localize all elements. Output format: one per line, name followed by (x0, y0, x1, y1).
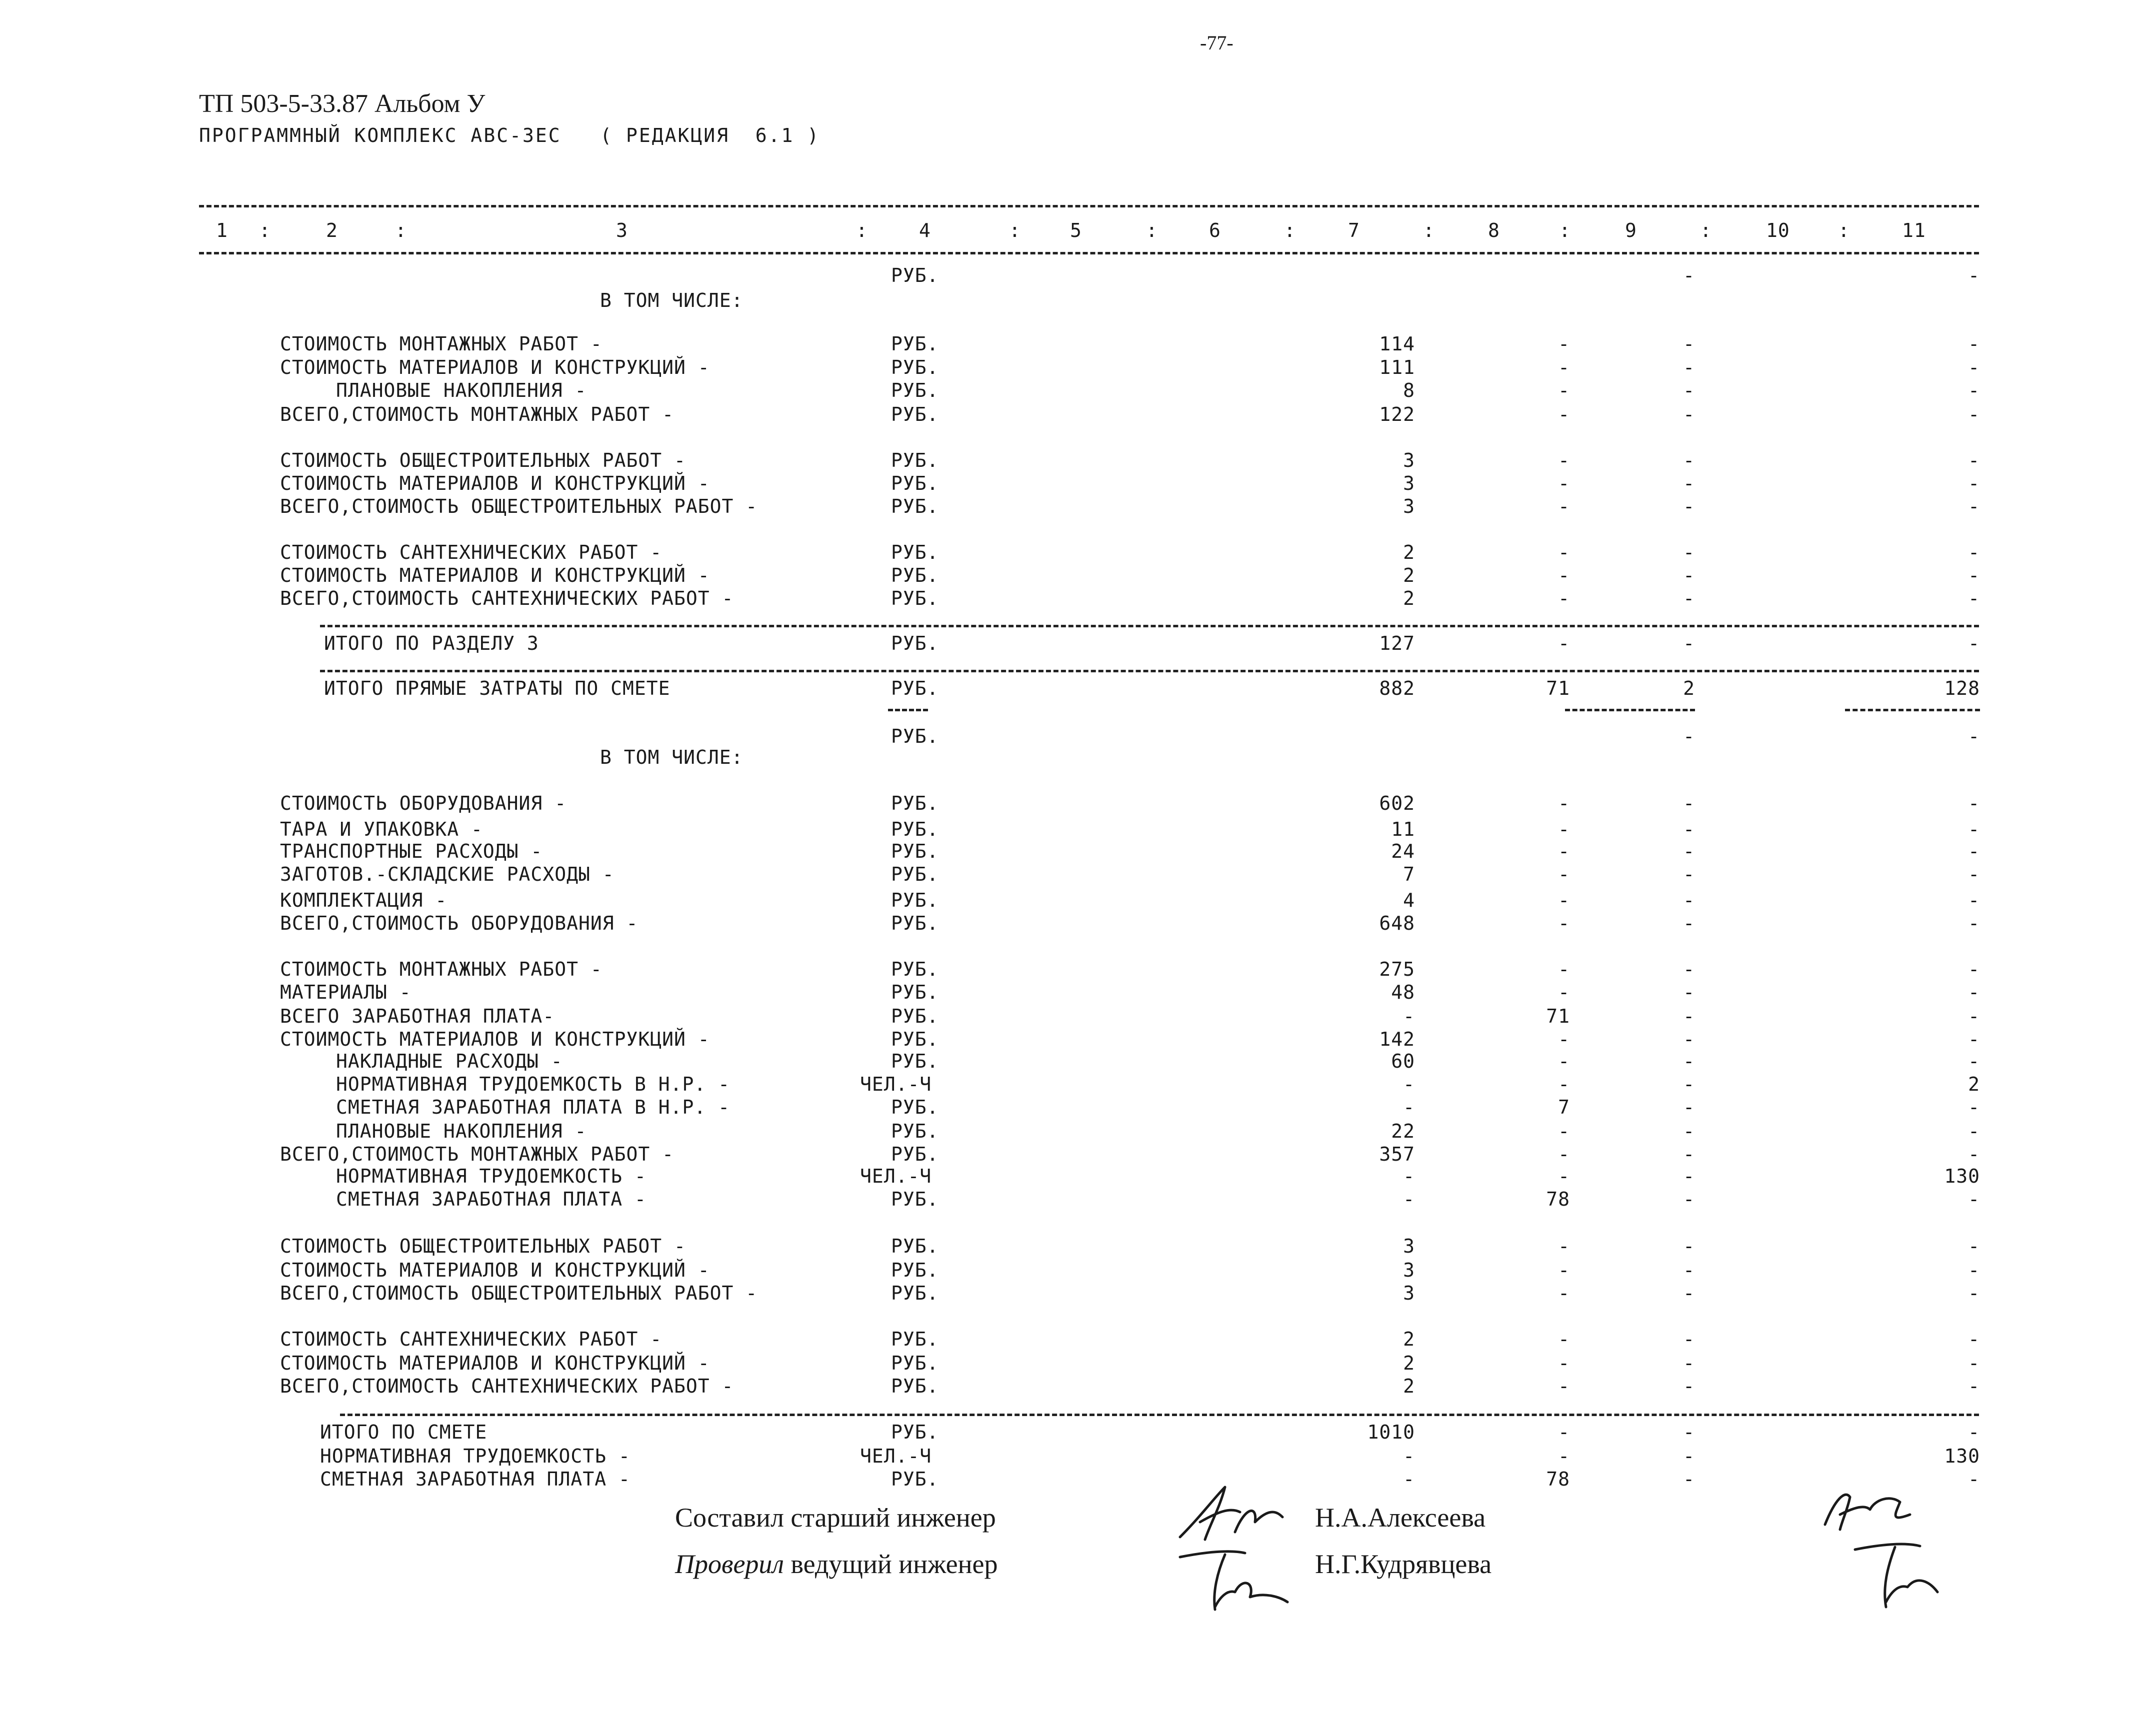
cell-col11: - (1968, 981, 1980, 1003)
cell-col8: - (1558, 912, 1570, 934)
row-label: СТОИМОСТЬ ОБЩЕСТРОИТЕЛЬНЫХ РАБОТ - (280, 449, 686, 471)
cell-col11: - (1968, 1352, 1980, 1374)
cell-col8: - (1558, 1328, 1570, 1350)
cell-col8: - (1558, 958, 1570, 980)
cell-col9: - (1683, 632, 1695, 654)
cell-col8: 71 (1546, 677, 1570, 699)
row-label: НОРМАТИВНАЯ ТРУДОЕМКОСТЬ - (320, 1445, 630, 1467)
cell-col8: - (1558, 356, 1570, 378)
column-header: 5 (1070, 219, 1082, 241)
row-label: НОРМАТИВНАЯ ТРУДОЕМКОСТЬ - (336, 1165, 646, 1187)
row-label: ИТОГО ПО СМЕТЕ (320, 1421, 488, 1443)
cell-col11: - (1968, 564, 1980, 586)
cell-col9: - (1683, 1096, 1695, 1118)
cell-col11: - (1968, 1375, 1980, 1397)
row-unit: РУБ. (891, 840, 939, 862)
underline-rule (1565, 709, 1695, 711)
cell-col9: - (1683, 264, 1695, 286)
column-header: 8 (1488, 219, 1500, 241)
row-label: В ТОМ ЧИСЛЕ: (600, 746, 744, 768)
cell-col11: - (1968, 264, 1980, 286)
row-label: ТАРА И УПАКОВКА - (280, 818, 483, 840)
cell-col8: - (1558, 632, 1570, 654)
cell-col7: 2 (1403, 564, 1415, 586)
cell-col8: - (1558, 587, 1570, 609)
cell-col9: - (1683, 449, 1695, 471)
cell-col7: 3 (1403, 449, 1415, 471)
cell-col8: - (1558, 1165, 1570, 1187)
cell-col8: 71 (1546, 1005, 1570, 1027)
cell-col7: - (1403, 1445, 1415, 1467)
section-rule (340, 1414, 1979, 1416)
row-unit: РУБ. (891, 449, 939, 471)
cell-col11: 128 (1944, 677, 1980, 699)
row-unit: РУБ. (891, 1235, 939, 1257)
cell-col11: - (1968, 1028, 1980, 1050)
cell-col8: - (1558, 1282, 1570, 1304)
cell-col8: - (1558, 564, 1570, 586)
cell-col9: - (1683, 1328, 1695, 1350)
cell-col11: - (1968, 379, 1980, 401)
cell-col11: 130 (1944, 1445, 1980, 1467)
column-separator: : (1146, 219, 1158, 241)
row-unit: РУБ. (891, 677, 939, 699)
cell-col8: - (1558, 1235, 1570, 1257)
cell-col11: - (1968, 1143, 1980, 1165)
row-unit: РУБ. (891, 379, 939, 401)
cell-col7: 48 (1391, 981, 1415, 1003)
row-unit: РУБ. (891, 1259, 939, 1281)
checked-signature-mark (1170, 1542, 1295, 1617)
cell-col9: - (1683, 1352, 1695, 1374)
cell-col8: - (1558, 1073, 1570, 1095)
column-header: 10 (1766, 219, 1790, 241)
row-label: СТОИМОСТЬ МАТЕРИАЛОВ И КОНСТРУКЦИЙ - (280, 1352, 710, 1374)
cell-col7: 122 (1379, 403, 1415, 425)
cell-col8: - (1558, 541, 1570, 563)
cell-col11: - (1968, 889, 1980, 911)
row-unit: РУБ. (891, 792, 939, 814)
row-label: ИТОГО ПРЯМЫЕ ЗАТРАТЫ ПО СМЕТЕ (324, 677, 670, 699)
cell-col11: - (1968, 403, 1980, 425)
cell-col9: - (1683, 1468, 1695, 1490)
cell-col9: - (1683, 1050, 1695, 1072)
compiled-initials-mark (1820, 1480, 1915, 1540)
row-label: ИТОГО ПО РАЗДЕЛУ 3 (324, 632, 539, 654)
cell-col8: - (1558, 495, 1570, 517)
checked-by-label (675, 1549, 998, 1580)
row-label: ВСЕГО,СТОИМОСТЬ САНТЕХНИЧЕСКИХ РАБОТ - (280, 587, 734, 609)
row-label: ПЛАНОВЫЕ НАКОПЛЕНИЯ - (336, 1120, 587, 1142)
compiled-signature-mark (1170, 1477, 1290, 1552)
row-label: КОМПЛЕКТАЦИЯ - (280, 889, 448, 911)
row-unit: РУБ. (891, 632, 939, 654)
header-top-rule (199, 205, 1979, 207)
page-number: -77- (1200, 31, 1234, 54)
row-unit: РУБ. (891, 541, 939, 563)
cell-col9: - (1683, 356, 1695, 378)
row-label: СТОИМОСТЬ ОБЩЕСТРОИТЕЛЬНЫХ РАБОТ - (280, 1235, 686, 1257)
cell-col11: - (1968, 472, 1980, 494)
underline-rule (1845, 709, 1980, 711)
cell-col11: - (1968, 1282, 1980, 1304)
cell-col7: 2 (1403, 1328, 1415, 1350)
row-label: СТОИМОСТЬ МАТЕРИАЛОВ И КОНСТРУКЦИЙ - (280, 472, 710, 494)
row-unit: РУБ. (891, 1328, 939, 1350)
row-unit: РУБ. (891, 981, 939, 1003)
cell-col8: - (1558, 1143, 1570, 1165)
column-separator: : (1009, 219, 1021, 241)
checked-by-label-rest: ведущий инженер (790, 1549, 998, 1579)
checked-by-name: Н.Г.Кудрявцева (1315, 1549, 1492, 1579)
row-label: ВСЕГО,СТОИМОСТЬ МОНТАЖНЫХ РАБОТ - (280, 1143, 674, 1165)
row-label: НОРМАТИВНАЯ ТРУДОЕМКОСТЬ В Н.Р. - (336, 1073, 730, 1095)
cell-col7: 60 (1391, 1050, 1415, 1072)
compiled-by-name: Н.А.Алексеева (1315, 1503, 1486, 1533)
row-unit: РУБ. (891, 264, 939, 286)
section-rule (320, 625, 1979, 627)
cell-col7: 142 (1379, 1028, 1415, 1050)
row-label: СМЕТНАЯ ЗАРАБОТНАЯ ПЛАТА В Н.Р. - (336, 1096, 730, 1118)
row-label: ТРАНСПОРТНЫЕ РАСХОДЫ - (280, 840, 543, 862)
cell-col11: - (1968, 863, 1980, 885)
cell-col11: - (1968, 449, 1980, 471)
cell-col8: - (1558, 333, 1570, 355)
cell-col9: - (1683, 1282, 1695, 1304)
row-unit: РУБ. (891, 472, 939, 494)
row-label: ЗАГОТОВ.-СКЛАДСКИЕ РАСХОДЫ - (280, 863, 614, 885)
cell-col9: - (1683, 495, 1695, 517)
cell-col9: - (1683, 1259, 1695, 1281)
cell-col8: - (1558, 1375, 1570, 1397)
cell-col8: - (1558, 889, 1570, 911)
cell-col8: - (1558, 1120, 1570, 1142)
cell-col7: 1010 (1367, 1421, 1415, 1443)
cell-col9: - (1683, 981, 1695, 1003)
cell-col9: - (1683, 379, 1695, 401)
row-unit: ЧЕЛ.-Ч (860, 1073, 932, 1095)
row-unit: РУБ. (891, 564, 939, 586)
cell-col8: - (1558, 403, 1570, 425)
cell-col11: - (1968, 792, 1980, 814)
cell-col11: - (1968, 818, 1980, 840)
cell-col8: - (1558, 818, 1570, 840)
row-label: СМЕТНАЯ ЗАРАБОТНАЯ ПЛАТА - (336, 1188, 646, 1210)
cell-col8: - (1558, 1445, 1570, 1467)
row-unit: РУБ. (891, 495, 939, 517)
cell-col11: - (1968, 958, 1980, 980)
column-header: 2 (326, 219, 338, 241)
cell-col7: 3 (1403, 1235, 1415, 1257)
cell-col11: - (1968, 840, 1980, 862)
cell-col9: - (1683, 863, 1695, 885)
column-separator: : (1700, 219, 1712, 241)
cell-col11: - (1968, 541, 1980, 563)
cell-col11: - (1968, 1468, 1980, 1490)
row-unit: РУБ. (891, 1028, 939, 1050)
row-unit: РУБ. (891, 1050, 939, 1072)
section-rule (320, 670, 1979, 672)
cell-col11: - (1968, 1120, 1980, 1142)
column-header: 11 (1902, 219, 1926, 241)
cell-col9: - (1683, 958, 1695, 980)
cell-col7: 7 (1403, 863, 1415, 885)
column-separator: : (1423, 219, 1435, 241)
row-label: СТОИМОСТЬ САНТЕХНИЧЕСКИХ РАБОТ - (280, 1328, 662, 1350)
row-unit: РУБ. (891, 1143, 939, 1165)
cell-col11: - (1968, 912, 1980, 934)
row-label: ВСЕГО,СТОИМОСТЬ ОБОРУДОВАНИЯ - (280, 912, 638, 934)
cell-col7: 2 (1403, 587, 1415, 609)
program-title: ПРОГРАММНЫЙ КОМПЛЕКС АВС-3ЕС ( РЕДАКЦИЯ 6.1 ) (199, 124, 820, 146)
cell-col9: - (1683, 889, 1695, 911)
column-header: 4 (919, 219, 931, 241)
cell-col9: - (1683, 1165, 1695, 1187)
cell-col8: - (1558, 472, 1570, 494)
row-unit: ЧЕЛ.-Ч (860, 1445, 932, 1467)
cell-col9: - (1683, 1421, 1695, 1443)
cell-col8: - (1558, 379, 1570, 401)
cell-col7: 3 (1403, 495, 1415, 517)
cell-col7: - (1403, 1005, 1415, 1027)
cell-col9: - (1683, 725, 1695, 747)
cell-col9: - (1683, 472, 1695, 494)
row-unit: РУБ. (891, 1120, 939, 1142)
row-label: СТОИМОСТЬ МАТЕРИАЛОВ И КОНСТРУКЦИЙ - (280, 1259, 710, 1281)
row-unit: ЧЕЛ.-Ч (860, 1165, 932, 1187)
row-label: ВСЕГО,СТОИМОСТЬ САНТЕХНИЧЕСКИХ РАБОТ - (280, 1375, 734, 1397)
cell-col8: - (1558, 863, 1570, 885)
row-unit: РУБ. (891, 912, 939, 934)
cell-col9: - (1683, 1005, 1695, 1027)
row-unit: РУБ. (891, 1375, 939, 1397)
cell-col9: - (1683, 1188, 1695, 1210)
cell-col8: - (1558, 1259, 1570, 1281)
cell-col7: 357 (1379, 1143, 1415, 1165)
cell-col11: 2 (1968, 1073, 1980, 1095)
column-header: 1 (216, 219, 228, 241)
row-unit: РУБ. (891, 1468, 939, 1490)
column-header: 9 (1625, 219, 1637, 241)
cell-col7: 882 (1379, 677, 1415, 699)
column-separator: : (1838, 219, 1850, 241)
cell-col7: 602 (1379, 792, 1415, 814)
checked-initials-mark (1845, 1537, 1945, 1612)
row-label: ВСЕГО,СТОИМОСТЬ ОБЩЕСТРОИТЕЛЬНЫХ РАБОТ - (280, 495, 758, 517)
cell-col7: 111 (1379, 356, 1415, 378)
column-separator: : (856, 219, 868, 241)
cell-col11: - (1968, 1188, 1980, 1210)
cell-col11: 130 (1944, 1165, 1980, 1187)
row-unit: РУБ. (891, 333, 939, 355)
cell-col9: - (1683, 1235, 1695, 1257)
cell-col9: - (1683, 587, 1695, 609)
cell-col9: - (1683, 912, 1695, 934)
row-unit: РУБ. (891, 1005, 939, 1027)
row-label: ВСЕГО,СТОИМОСТЬ МОНТАЖНЫХ РАБОТ - (280, 403, 674, 425)
cell-col11: - (1968, 1096, 1980, 1118)
column-separator: : (259, 219, 271, 241)
cell-col9: - (1683, 1073, 1695, 1095)
row-unit: РУБ. (891, 1282, 939, 1304)
cell-col7: 2 (1403, 541, 1415, 563)
cell-col7: 2 (1403, 1352, 1415, 1374)
cell-col11: - (1968, 333, 1980, 355)
cell-col9: - (1683, 564, 1695, 586)
cell-col7: 648 (1379, 912, 1415, 934)
cell-col7: 275 (1379, 958, 1415, 980)
cell-col7: 2 (1403, 1375, 1415, 1397)
row-label: СТОИМОСТЬ САНТЕХНИЧЕСКИХ РАБОТ - (280, 541, 662, 563)
row-unit: РУБ. (891, 587, 939, 609)
cell-col8: - (1558, 792, 1570, 814)
column-separator: : (395, 219, 407, 241)
row-label: СТОИМОСТЬ МОНТАЖНЫХ РАБОТ - (280, 958, 602, 980)
column-header: 7 (1348, 219, 1360, 241)
row-label: В ТОМ ЧИСЛЕ: (600, 289, 744, 311)
cell-col7: 3 (1403, 1259, 1415, 1281)
row-label: ПЛАНОВЫЕ НАКОПЛЕНИЯ - (336, 379, 587, 401)
cell-col9: - (1683, 541, 1695, 563)
cell-col11: - (1968, 1050, 1980, 1072)
row-unit: РУБ. (891, 356, 939, 378)
row-unit: РУБ. (891, 958, 939, 980)
row-label: ВСЕГО ЗАРАБОТНАЯ ПЛАТА- (280, 1005, 555, 1027)
underline-rule (888, 709, 928, 711)
column-header: 6 (1209, 219, 1221, 241)
cell-col9: - (1683, 1120, 1695, 1142)
cell-col7: 8 (1403, 379, 1415, 401)
cell-col9: - (1683, 818, 1695, 840)
row-label: ВСЕГО,СТОИМОСТЬ ОБЩЕСТРОИТЕЛЬНЫХ РАБОТ - (280, 1282, 758, 1304)
column-header: 3 (616, 219, 628, 241)
cell-col7: - (1403, 1468, 1415, 1490)
cell-col7: 3 (1403, 1282, 1415, 1304)
cell-col9: - (1683, 1143, 1695, 1165)
album-title: ТП 503-5-33.87 Альбом У (199, 89, 486, 118)
row-unit: РУБ. (891, 1096, 939, 1118)
cell-col11: - (1968, 495, 1980, 517)
cell-col9: - (1683, 1375, 1695, 1397)
header-bottom-rule (199, 252, 1979, 254)
cell-col8: - (1558, 1028, 1570, 1050)
cell-col11: - (1968, 1259, 1980, 1281)
cell-col11: - (1968, 356, 1980, 378)
cell-col11: - (1968, 587, 1980, 609)
row-unit: РУБ. (891, 403, 939, 425)
row-unit: РУБ. (891, 889, 939, 911)
cell-col8: 78 (1546, 1468, 1570, 1490)
cell-col8: - (1558, 1352, 1570, 1374)
cell-col9: 2 (1683, 677, 1695, 699)
compiled-by-label: Составил старший инженер (675, 1503, 996, 1533)
cell-col7: 11 (1391, 818, 1415, 840)
cell-col11: - (1968, 1421, 1980, 1443)
cell-col7: 3 (1403, 472, 1415, 494)
cell-col9: - (1683, 792, 1695, 814)
cell-col8: - (1558, 449, 1570, 471)
cell-col7: 127 (1379, 632, 1415, 654)
cell-col7: - (1403, 1073, 1415, 1095)
cell-col8: - (1558, 1421, 1570, 1443)
row-unit: РУБ. (891, 1421, 939, 1443)
cell-col11: - (1968, 632, 1980, 654)
cell-col9: - (1683, 840, 1695, 862)
cell-col8: - (1558, 981, 1570, 1003)
cell-col11: - (1968, 1005, 1980, 1027)
row-label: СТОИМОСТЬ МОНТАЖНЫХ РАБОТ - (280, 333, 602, 355)
row-label: СТОИМОСТЬ МАТЕРИАЛОВ И КОНСТРУКЦИЙ - (280, 564, 710, 586)
checked-by-label-italic: Проверил (675, 1549, 784, 1579)
row-label: МАТЕРИАЛЫ - (280, 981, 412, 1003)
cell-col9: - (1683, 1028, 1695, 1050)
row-unit: РУБ. (891, 863, 939, 885)
row-label: СТОИМОСТЬ МАТЕРИАЛОВ И КОНСТРУКЦИЙ - (280, 1028, 710, 1050)
row-label: НАКЛАДНЫЕ РАСХОДЫ - (336, 1050, 563, 1072)
row-unit: РУБ. (891, 1352, 939, 1374)
cell-col9: - (1683, 1445, 1695, 1467)
cell-col8: - (1558, 840, 1570, 862)
cell-col8: 78 (1546, 1188, 1570, 1210)
cell-col8: 7 (1558, 1096, 1570, 1118)
row-unit: РУБ. (891, 725, 939, 747)
cell-col7: 22 (1391, 1120, 1415, 1142)
cell-col7: - (1403, 1096, 1415, 1118)
row-label: СТОИМОСТЬ ОБОРУДОВАНИЯ - (280, 792, 567, 814)
cell-col7: - (1403, 1165, 1415, 1187)
cell-col9: - (1683, 403, 1695, 425)
cell-col9: - (1683, 333, 1695, 355)
column-separator: : (1284, 219, 1296, 241)
cell-col7: 24 (1391, 840, 1415, 862)
cell-col8: - (1558, 1050, 1570, 1072)
cell-col7: 4 (1403, 889, 1415, 911)
row-label: СТОИМОСТЬ МАТЕРИАЛОВ И КОНСТРУКЦИЙ - (280, 356, 710, 378)
cell-col11: - (1968, 725, 1980, 747)
row-unit: РУБ. (891, 1188, 939, 1210)
cell-col7: 114 (1379, 333, 1415, 355)
cell-col11: - (1968, 1235, 1980, 1257)
cell-col11: - (1968, 1328, 1980, 1350)
cell-col7: - (1403, 1188, 1415, 1210)
row-label: СМЕТНАЯ ЗАРАБОТНАЯ ПЛАТА - (320, 1468, 630, 1490)
column-separator: : (1559, 219, 1571, 241)
row-unit: РУБ. (891, 818, 939, 840)
